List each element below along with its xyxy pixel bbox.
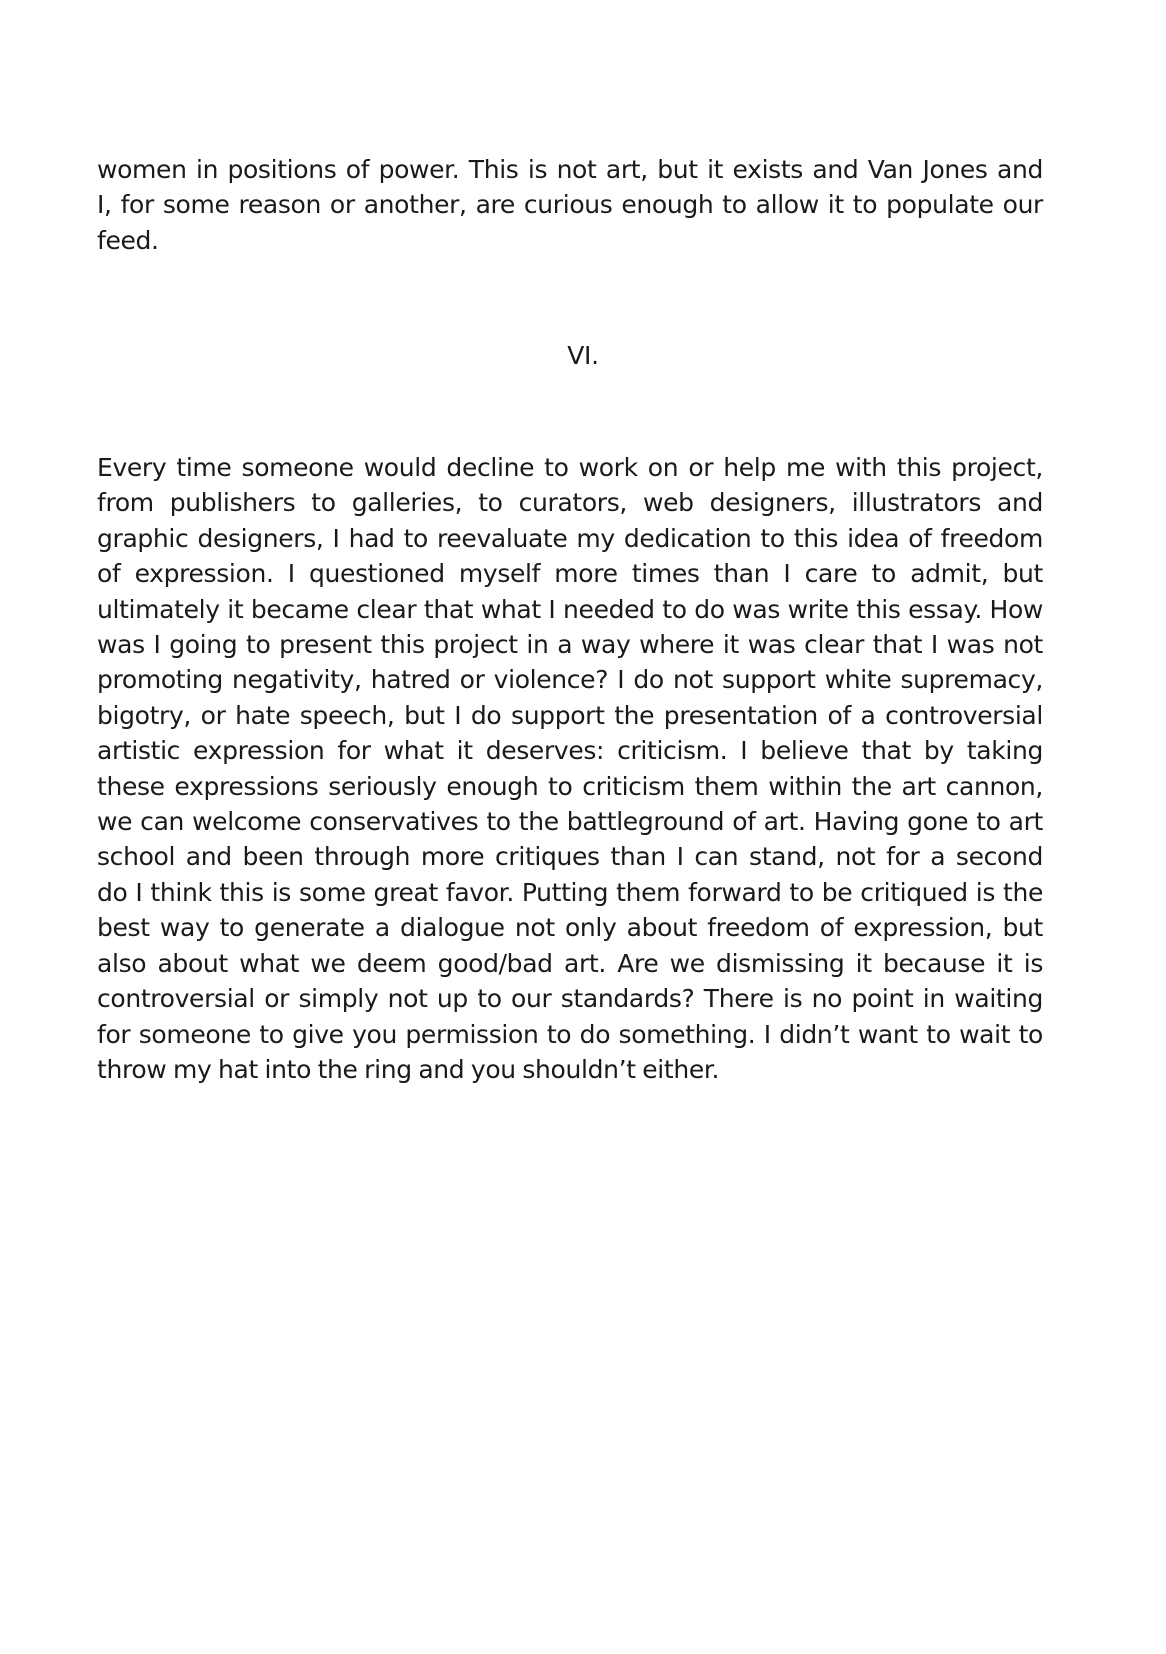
body-line: was I going to present this project in a way where it was clear that I was not — [97, 630, 1043, 660]
body-line: do I think this is some great favor. Putting them forward to be critiqued is the — [97, 877, 1043, 907]
body-line: artistic expression for what it deserves: criticism. I believe that by taking — [97, 736, 1043, 766]
body-line: best way to generate a dialogue not only about freedom of expression, but — [97, 913, 1043, 943]
body-line: graphic designers, I had to reevaluate my dedication to this idea of freedom — [97, 523, 1043, 553]
intro-line: feed. — [97, 225, 159, 255]
body-line: these expressions seriously enough to criticism them within the art cannon, — [97, 771, 1043, 801]
intro-paragraph — [97, 152, 1043, 258]
body-line: controversial or simply not up to our standards? There is no point in waiting — [97, 984, 1043, 1014]
body-line: ultimately it became clear that what I needed to do was write this essay. How — [97, 594, 1043, 624]
body-line: from publishers to galleries, to curators, web designers, illustrators and — [97, 488, 1043, 518]
body-line: promoting negativity, hatred or violence? I do not support white supremacy, — [97, 665, 1043, 695]
body-line: we can welcome conservatives to the battleground of art. Having gone to art — [97, 807, 1043, 837]
body-paragraph — [97, 450, 1043, 1087]
body-line: for someone to give you permission to do something. I didn’t want to wait to — [97, 1019, 1043, 1049]
section-heading: VI. — [567, 341, 599, 370]
body-line: school and been through more critiques than I can stand, not for a second — [97, 842, 1043, 872]
body-line: bigotry, or hate speech, but I do support the presentation of a controversial — [97, 700, 1043, 730]
intro-line: I, for some reason or another, are curious enough to allow it to populate our — [97, 190, 1043, 220]
body-line: Every time someone would decline to work on or help me with this project, — [97, 453, 1043, 482]
body-line: throw my hat into the ring and you shouldn’t either. — [97, 1054, 720, 1084]
intro-line: women in positions of power. This is not art, but it exists and Van Jones and — [97, 155, 1043, 184]
body-line: also about what we deem good/bad art. Are we dismissing it because it is — [97, 948, 1043, 978]
body-line: of expression. I questioned myself more times than I care to admit, but — [97, 559, 1043, 589]
